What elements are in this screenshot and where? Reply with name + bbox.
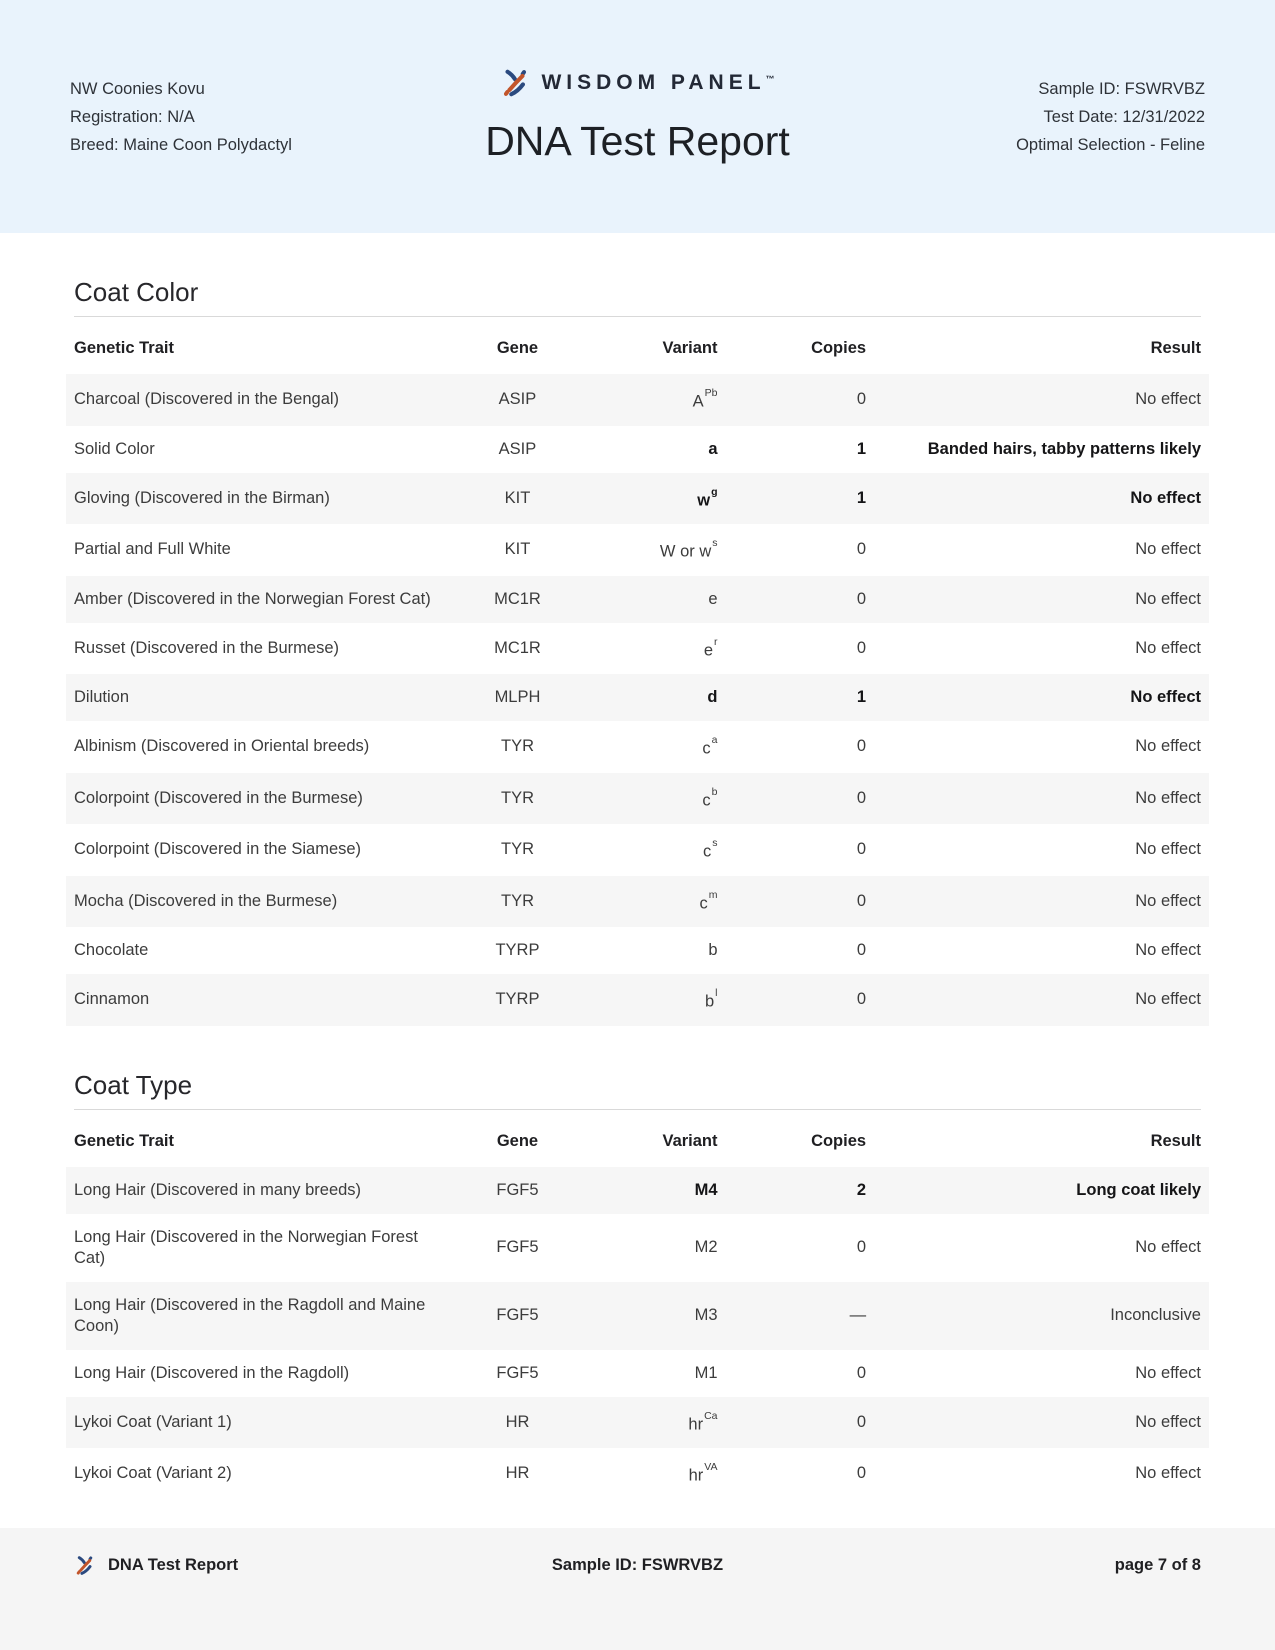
table-row [66, 974, 1209, 1026]
copies-cell: 0 [856, 941, 867, 959]
section-rule [74, 1109, 1201, 1110]
variant-symbol: W or w [659, 542, 712, 561]
section-rule [74, 316, 1201, 317]
result-cell: No effect [1135, 840, 1201, 859]
variant-symbol: A [692, 392, 704, 411]
footer-page-number: page 7 of 8 [1114, 1556, 1201, 1574]
variant-symbol: e [708, 589, 718, 608]
table-row [66, 576, 1209, 623]
table-row [66, 374, 1209, 426]
report-footer [0, 1528, 1275, 1650]
table-row [66, 1350, 1209, 1397]
result-cell: Long coat likely [1076, 1180, 1201, 1199]
copies-cell: 0 [856, 1412, 867, 1431]
gene-cell: MLPH [494, 688, 541, 706]
variant-superscript: b [711, 785, 718, 798]
footer-brand [66, 1554, 366, 1576]
trait-cell: Long Hair (Discovered in the Ragdoll and Maine Coon) [74, 1295, 426, 1335]
result-cell: Banded hairs, tabby patterns likely [927, 439, 1201, 458]
variant-superscript: s [712, 837, 718, 849]
gene-cell: MC1R [494, 638, 541, 657]
table-row [66, 824, 1209, 876]
copies-cell: 1 [856, 439, 867, 458]
variant-cell [580, 1214, 717, 1282]
variant-symbol: e [703, 641, 713, 659]
variant-cell [580, 974, 717, 1026]
dna-helix-icon [500, 68, 530, 98]
table-row [66, 721, 1209, 773]
result-cell: No effect [1135, 589, 1201, 608]
variant-symbol: c [702, 739, 711, 758]
copies-cell: 0 [856, 990, 867, 1009]
result-cell: No effect [1135, 788, 1201, 807]
trait-cell: Dilution [74, 688, 130, 706]
variant-symbol: d [707, 688, 718, 706]
table-row [66, 473, 1209, 525]
variant-cell [580, 1282, 717, 1350]
copies-cell: — [849, 1306, 867, 1324]
variant-cell [580, 1397, 717, 1449]
trait-cell: Mocha (Discovered in the Burmese) [74, 891, 338, 910]
gene-cell: TYR [500, 737, 534, 756]
copies-cell: 0 [856, 788, 867, 807]
result-cell: No effect [1135, 1412, 1201, 1431]
variant-superscript: r [714, 635, 718, 648]
variant-symbol: b [708, 941, 718, 959]
variant-superscript: Ca [704, 1409, 718, 1422]
variant-superscript: m [708, 888, 718, 901]
column-header-variant: Variant [662, 1131, 718, 1150]
gene-cell: HR [505, 1464, 530, 1483]
pet-breed: Breed: Maine Coon Polydactyl [70, 135, 292, 154]
trademark-symbol: ™ [765, 74, 775, 84]
trait-cell: Lykoi Coat (Variant 1) [74, 1412, 232, 1431]
trait-cell: Colorpoint (Discovered in the Burmese) [74, 788, 363, 807]
variant-symbol: M1 [694, 1363, 718, 1382]
gene-cell: FGF5 [496, 1306, 539, 1324]
footer-title: DNA Test Report [108, 1556, 239, 1574]
copies-cell: 1 [856, 488, 867, 507]
pet-info-block [70, 75, 370, 159]
variant-superscript: l [715, 987, 718, 999]
trait-cell: Albinism (Discovered in Oriental breeds) [74, 737, 370, 756]
copies-cell: 0 [856, 737, 867, 756]
column-header-variant: Variant [662, 339, 718, 357]
variant-cell [580, 1350, 717, 1397]
table-row [66, 773, 1209, 825]
variant-symbol: c [699, 894, 708, 912]
column-header-result: Result [1150, 1131, 1201, 1150]
result-cell: No effect [1135, 1363, 1201, 1382]
copies-cell: 0 [856, 1238, 867, 1256]
copies-cell: 2 [856, 1180, 867, 1199]
variant-cell [580, 623, 717, 675]
footer-sample-id: Sample ID: FSWRVBZ [551, 1556, 724, 1574]
gene-cell: TYRP [495, 990, 540, 1009]
table-row [66, 1448, 1209, 1500]
column-header-copies: Copies [811, 1131, 867, 1150]
pet-name: NW Coonies Kovu [70, 79, 205, 98]
variant-cell [580, 426, 717, 473]
variant-cell [580, 824, 717, 876]
trait-cell: Amber (Discovered in the Norwegian Forest Cat) [74, 589, 431, 608]
trait-cell: Russet (Discovered in the Burmese) [74, 638, 340, 657]
brand-name [541, 71, 774, 95]
gene-cell: TYR [500, 788, 534, 807]
variant-cell [580, 721, 717, 773]
sample-info-block [905, 75, 1205, 159]
table-row [66, 524, 1209, 576]
trait-cell: Long Hair (Discovered in the Ragdoll) [74, 1363, 350, 1382]
table-row [66, 876, 1209, 928]
trait-cell: Partial and Full White [74, 540, 231, 559]
result-cell: No effect [1135, 1238, 1201, 1256]
brand-name-text: WISDOM PANEL [541, 71, 766, 94]
column-header-result: Result [1150, 339, 1201, 357]
gene-cell: KIT [504, 488, 531, 507]
gene-cell: ASIP [498, 390, 537, 409]
copies-cell: 0 [856, 638, 867, 657]
copies-cell: 0 [856, 1464, 867, 1483]
gene-cell: MC1R [494, 589, 541, 608]
column-header-trait: Genetic Trait [74, 339, 174, 357]
report-header [0, 0, 1275, 233]
trait-cell: Lykoi Coat (Variant 2) [74, 1464, 232, 1483]
table-row [66, 1167, 1209, 1214]
copies-cell: 1 [856, 688, 867, 706]
gene-cell: FGF5 [496, 1238, 539, 1256]
test-date: Test Date: 12/31/2022 [1043, 107, 1205, 126]
column-header-copies: Copies [811, 339, 867, 357]
wisdom-panel-logo [370, 68, 905, 98]
trait-cell: Gloving (Discovered in the Birman) [74, 488, 330, 507]
gene-cell: TYRP [495, 941, 540, 959]
dna-helix-icon [74, 1555, 95, 1576]
variant-cell [580, 374, 717, 426]
coat-color-table [66, 331, 1209, 1026]
report-title: DNA Test Report [485, 118, 790, 164]
variant-symbol: hr [688, 1415, 704, 1433]
result-cell: No effect [1135, 941, 1201, 959]
copies-cell: 0 [856, 390, 867, 409]
result-cell: No effect [1135, 990, 1201, 1009]
variant-cell [580, 1167, 717, 1214]
table-row [66, 674, 1209, 721]
variant-symbol: w [697, 491, 711, 509]
sample-id: Sample ID: FSWRVBZ [1038, 79, 1205, 98]
copies-cell: 0 [856, 589, 867, 608]
brand-block [370, 68, 905, 165]
trait-cell: Colorpoint (Discovered in the Siamese) [74, 840, 362, 859]
coat-type-table [66, 1124, 1209, 1500]
section-title-coat-type: Coat Type [74, 1069, 193, 1100]
variant-superscript: VA [704, 1461, 718, 1473]
section-title-coat-color: Coat Color [74, 277, 199, 307]
copies-cell: 0 [856, 540, 867, 559]
result-cell: No effect [1135, 540, 1201, 559]
column-header-gene: Gene [496, 1131, 539, 1150]
trait-cell: Long Hair (Discovered in many breeds) [74, 1180, 362, 1199]
table-row [66, 1214, 1209, 1282]
column-header-gene: Gene [496, 339, 539, 357]
variant-symbol: b [704, 992, 715, 1011]
variant-superscript: g [711, 485, 718, 498]
report-body [0, 277, 1275, 1500]
variant-superscript: Pb [704, 387, 718, 399]
gene-cell: TYR [500, 891, 534, 910]
result-cell: Inconclusive [1110, 1306, 1201, 1324]
variant-symbol: a [708, 439, 718, 458]
gene-cell: HR [505, 1412, 530, 1431]
table-row [66, 1397, 1209, 1449]
table-row [66, 927, 1209, 974]
variant-symbol: hr [688, 1466, 704, 1485]
variant-cell [580, 576, 717, 623]
table-header-row [66, 1124, 1209, 1167]
footer-sample [366, 1554, 909, 1576]
result-cell: No effect [1130, 488, 1201, 507]
gene-cell: KIT [504, 540, 531, 559]
trait-cell: Chocolate [74, 941, 149, 959]
trait-cell: Solid Color [74, 439, 155, 458]
result-cell: No effect [1135, 390, 1201, 409]
gene-cell: FGF5 [496, 1180, 539, 1199]
variant-symbol: c [702, 791, 711, 809]
variant-cell [580, 674, 717, 721]
variant-cell [580, 473, 717, 525]
table-row [66, 1282, 1209, 1350]
pet-registration: Registration: N/A [70, 107, 195, 126]
copies-cell: 0 [856, 891, 867, 910]
variant-cell [580, 524, 717, 576]
footer-page [909, 1554, 1209, 1576]
table-header-row [66, 331, 1209, 374]
variant-symbol: M4 [694, 1180, 718, 1199]
variant-cell [580, 1448, 717, 1500]
variant-symbol: M3 [694, 1306, 718, 1324]
variant-superscript: a [711, 734, 718, 746]
table-row [66, 426, 1209, 473]
variant-symbol: c [703, 842, 712, 861]
variant-cell [580, 876, 717, 928]
copies-cell: 0 [856, 840, 867, 859]
gene-cell: FGF5 [496, 1363, 539, 1382]
result-cell: No effect [1135, 1464, 1201, 1483]
result-cell: No effect [1135, 737, 1201, 756]
gene-cell: ASIP [498, 439, 537, 458]
variant-cell [580, 927, 717, 974]
trait-cell: Long Hair (Discovered in the Norwegian Forest Cat) [74, 1227, 418, 1267]
table-row [66, 623, 1209, 675]
column-header-trait: Genetic Trait [74, 1131, 174, 1150]
result-cell: No effect [1135, 638, 1201, 657]
gene-cell: TYR [500, 840, 534, 859]
copies-cell: 0 [856, 1363, 867, 1382]
trait-cell: Cinnamon [74, 990, 150, 1009]
result-cell: No effect [1135, 891, 1201, 910]
product-name: Optimal Selection - Feline [1016, 135, 1205, 154]
result-cell: No effect [1130, 688, 1201, 706]
variant-superscript: s [712, 537, 718, 549]
variant-symbol: M2 [694, 1238, 718, 1256]
variant-cell [580, 773, 717, 825]
trait-cell: Charcoal (Discovered in the Bengal) [74, 390, 340, 409]
